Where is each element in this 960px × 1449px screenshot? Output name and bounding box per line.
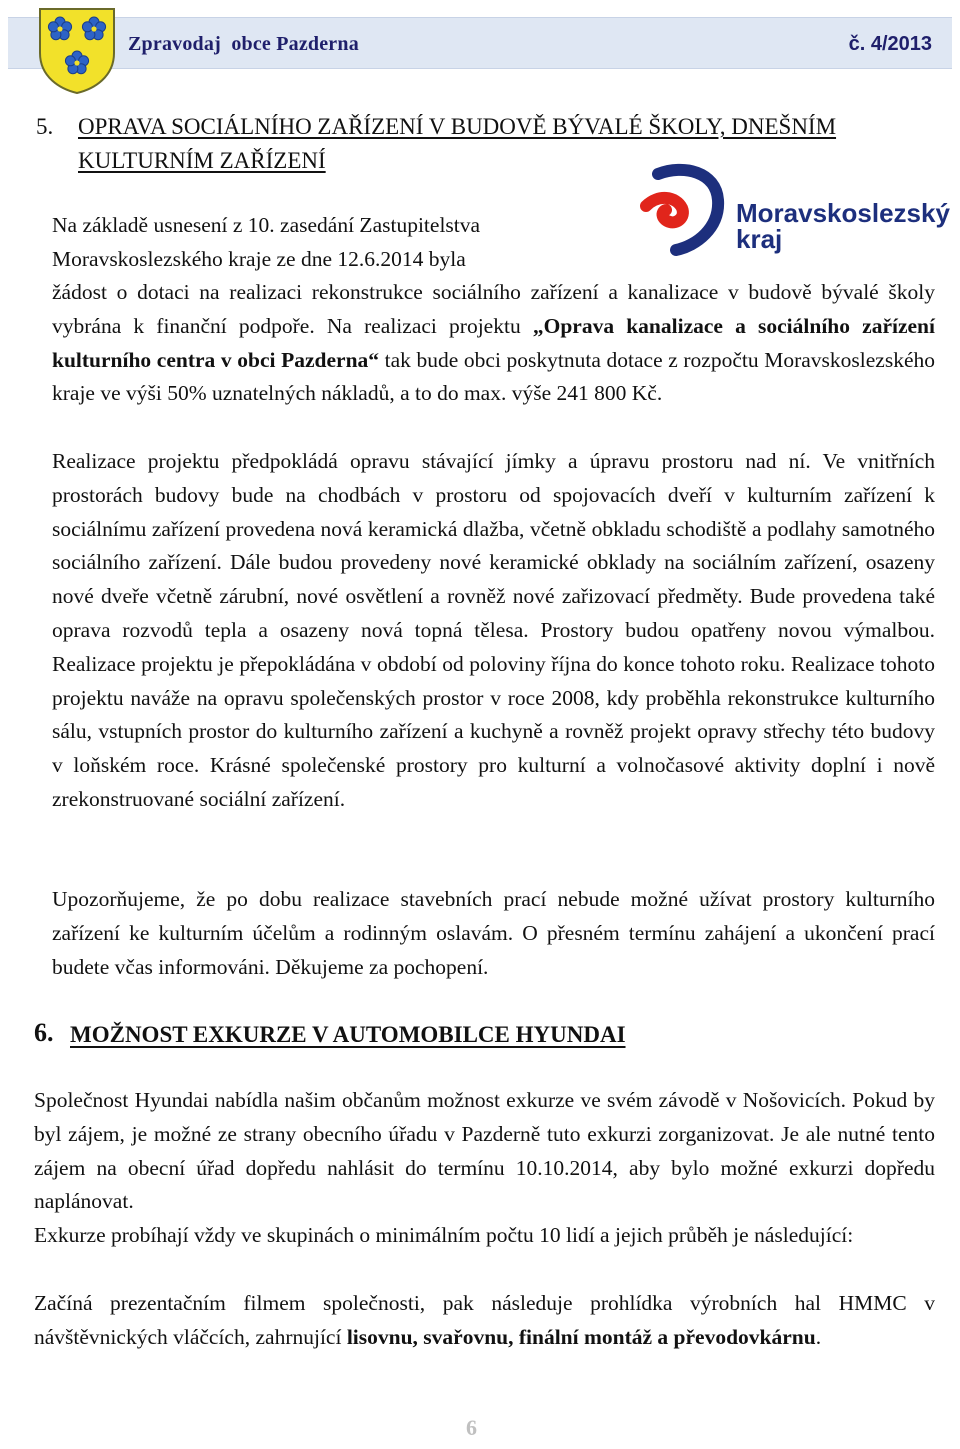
moravskoslezsky-kraj-logo (636, 166, 950, 256)
p1-text-start: žádost o dotaci na realizaci rekonstrukce sociálního zařízení a kanalizace v budově bývalé školy vybrána k finanční podpoře. Na realizaci projektu (52, 280, 935, 338)
intro-line1: Na základě usnesení z 10. zasedání Zastupitelstva (52, 213, 481, 237)
section-5-paragraph-2: Realizace projektu předpokládá opravu stávající jímky a úpravu prostoru nad ní. Ve vnitřních prostorách budovy bude na chodbách v prostoru od spojovacích dveří v kulturním zařízení k sociálnímu zařízení provedena nová keramická dlažba, včetně obkladu schodiště a podlahy samotného sociálního zařízení. Dále budou provedeny nové keramické obklady na sociálním zařízení, osazeny nové dveře včetně zárubní, nové osvětlení a rovněž nové zařizovací předměty. Bude provedena také oprava rozvodů tepla a osazeny nová topná tělesa. Prostory budou opatřeny novou výmalbou. Realizace projektu je přepokládána v období od poloviny října do konce tohoto roku. Realizace tohoto projektu naváže na opravu společenských prostor v roce 2008, kdy proběhla rekonstrukce kulturního sálu, vstupních prostor do kulturního zařízení a kuchyně a rovněž projekt opravy střechy této budovy v loňském roce. Krásné společenské prostory pro kulturní a volnočasové aktivity doplní i nově zrekonstruované sociální zařízení. (52, 449, 935, 811)
section-title: MOŽNOST EXKURZE V AUTOMOBILCE HYUNDAI (70, 1022, 626, 1047)
project-name-bold: „Oprava kanalizace a sociálního zařízení kulturního centra v obci Pazderna“ (52, 313, 935, 372)
section-6-paragraph-1: Společnost Hyundai nabídla našim občanům možnost exkurze ve svém závodě v Nošovicích. Pokud by byl zájem, je možné ze strany obecního úřadu v Pazderně tuto exkurzi zorganizovat. Je ale nutné tento zájem na obecní úřad dopředu nahlásit do termínu 10.10.2014, aby bylo možné exkurzi dopředu naplánovat. (34, 1088, 935, 1214)
issue-number: č. 4/2013 (848, 33, 932, 55)
svg-text:Moravskoslezský: Moravskoslezský (736, 198, 950, 228)
section-number: 5. (36, 114, 54, 139)
tour-halls-bold: lisovnu, svařovnu, finální montáž a převodovkárnu (346, 1324, 816, 1349)
page-header (0, 0, 960, 95)
section-number: 6. (34, 1018, 54, 1047)
section-6-paragraph-2: Exkurze probíhají vždy ve skupinách o minimálním počtu 10 lidí a jejich průběh je následující: (34, 1223, 854, 1247)
section-6-paragraph-3 (34, 1287, 935, 1355)
section-5-paragraph-3: Upozorňujeme, že po dobu realizace stavebních prací nebude možné užívat prostory kulturního zařízení ke kulturním účelům a rodinným oslavám. O přesném termínu zahájení a ukončení prací budete včas informováni. Děkujeme za pochopení. (52, 887, 935, 979)
p3-text-start: Začíná prezentačním filmem společnosti, pak následuje prohlídka výrobních hal HMMC v návštěvnických vláčcích, zahrnující (34, 1291, 935, 1349)
newsletter-title: Zpravodaj obce Pazderna (128, 33, 359, 55)
page-number: 6 (466, 1415, 477, 1440)
municipal-crest-icon (36, 5, 118, 95)
section-title-line2: KULTURNÍM ZAŘÍZENÍ (78, 148, 326, 173)
section-5-paragraph-1 (52, 276, 935, 411)
svg-text:kraj: kraj (736, 224, 783, 254)
section-title-line1: OPRAVA SOCIÁLNÍHO ZAŘÍZENÍ V BUDOVĚ BÝVALÉ ŠKOLY, DNEŠNÍM (78, 114, 837, 139)
intro-paragraph (52, 209, 612, 277)
intro-line2: Moravskoslezského kraje ze dne 12.6.2014 byla (52, 246, 466, 271)
p3-text-end: . (815, 1324, 822, 1349)
p1-text-end: tak bude obci poskytnuta dotace z rozpočtu Moravskoslezského kraje ve výši 50% uznatelných nákladů, a to do max. výše 241 800 Kč. (52, 347, 935, 406)
